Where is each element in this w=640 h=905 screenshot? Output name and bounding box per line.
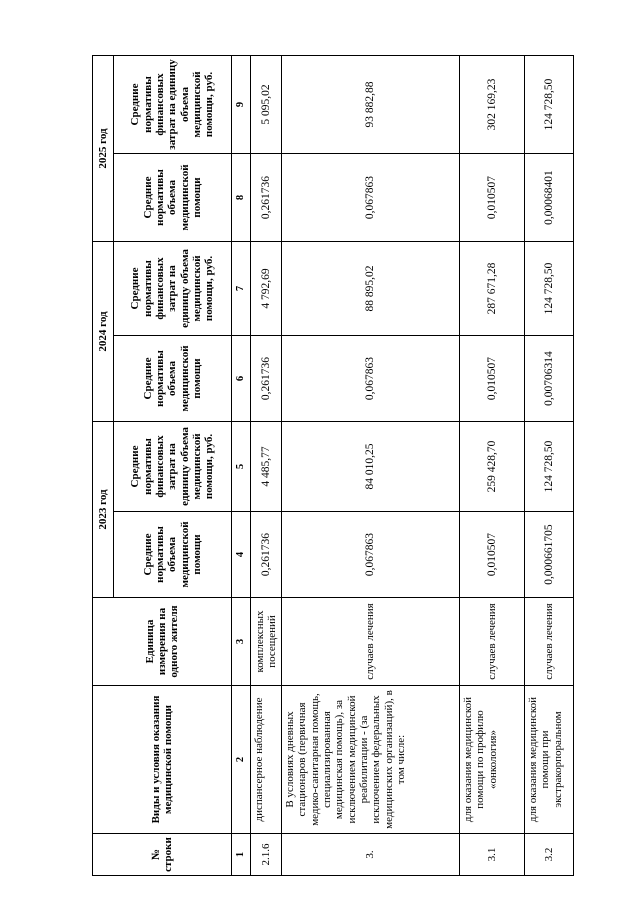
volume-2023: 0,010507 <box>460 512 525 598</box>
header-unit: Единица измерения на одного жителя <box>93 598 232 686</box>
header-volume-2023: Средние нормативы объема медицинской помощи <box>114 512 232 598</box>
header-cost-2024: Средние нормативы финансовых затрат на единицу объема медицинской помощи, руб. <box>114 242 232 336</box>
row-unit: случаев лечения <box>525 598 574 686</box>
cost-2024: 88 895,02 <box>282 242 460 336</box>
cost-2024: 4 792,69 <box>251 242 282 336</box>
column-number: 9 <box>232 56 251 154</box>
volume-2024: 0,067863 <box>282 336 460 422</box>
volume-2024: 0,261736 <box>251 336 282 422</box>
volume-2023: 0,067863 <box>282 512 460 598</box>
column-number: 5 <box>232 422 251 512</box>
column-number: 2 <box>232 686 251 834</box>
column-number: 6 <box>232 336 251 422</box>
volume-2023: 0,261736 <box>251 512 282 598</box>
header-cost-2023: Средние нормативы финансовых затрат на единицу объема медицинской помощи, руб. <box>114 422 232 512</box>
table-row <box>525 56 574 876</box>
cost-2023: 4 485,77 <box>251 422 282 512</box>
row-number: 3. <box>282 834 460 876</box>
volume-2025: 0,067863 <box>282 154 460 242</box>
cost-2024: 287 671,28 <box>460 242 525 336</box>
header-cost-2025: Средние нормативы финансовых затрат на единицу объема медицинской помощи, руб. <box>114 56 232 154</box>
header-year-2025: 2025 год <box>93 56 114 242</box>
row-kind: для оказания медицинской помощи при экстракорпоральном <box>525 686 574 834</box>
row-kind: для оказания медицинской помощи по профилю «онкология» <box>460 686 525 834</box>
row-number: 3.1 <box>460 834 525 876</box>
header-year-2024: 2024 год <box>93 242 114 422</box>
volume-2023: 0,000661705 <box>525 512 574 598</box>
document-page <box>92 56 564 876</box>
header-year-2023: 2023 год <box>93 422 114 598</box>
header-kind: Виды и условия оказания медицинской помощи <box>93 686 232 834</box>
normatives-table <box>92 55 574 876</box>
row-unit: случаев лечения <box>460 598 525 686</box>
column-number: 8 <box>232 154 251 242</box>
table-row <box>460 56 525 876</box>
table-row <box>251 56 282 876</box>
column-number: 4 <box>232 512 251 598</box>
column-number: 7 <box>232 242 251 336</box>
row-kind: В условиях дневных стационаров (первичная медико-санитарная помощь, специализированная медицинская помощь), за исключением медицинской реабилитации - (за исключением федеральных медицинских организаций), в том числе: <box>282 686 460 834</box>
row-unit: комплексных посещений <box>251 598 282 686</box>
cost-2023: 124 728,50 <box>525 422 574 512</box>
header-volume-2025: Средние нормативы объема медицинской помощи <box>114 154 232 242</box>
volume-2025: 0,261736 <box>251 154 282 242</box>
cost-2024: 124 728,50 <box>525 242 574 336</box>
column-number: 1 <box>232 834 251 876</box>
cost-2025: 302 169,23 <box>460 56 525 154</box>
volume-2025: 0,010507 <box>460 154 525 242</box>
cost-2025: 93 882,88 <box>282 56 460 154</box>
volume-2024: 0,010507 <box>460 336 525 422</box>
table-row <box>282 56 460 876</box>
cost-2023: 259 428,70 <box>460 422 525 512</box>
cost-2023: 84 010,25 <box>282 422 460 512</box>
row-number: 2.1.6 <box>251 834 282 876</box>
row-unit: случаев лечения <box>282 598 460 686</box>
column-number: 3 <box>232 598 251 686</box>
row-number: 3.2 <box>525 834 574 876</box>
row-kind: диспансерное наблюдение <box>251 686 282 834</box>
cost-2025: 124 728,50 <box>525 56 574 154</box>
cost-2025: 5 095,02 <box>251 56 282 154</box>
volume-2025: 0,00068401 <box>525 154 574 242</box>
header-volume-2024: Средние нормативы объема медицинской помощи <box>114 336 232 422</box>
header-row-number: № строки <box>93 834 232 876</box>
volume-2024: 0,00706314 <box>525 336 574 422</box>
